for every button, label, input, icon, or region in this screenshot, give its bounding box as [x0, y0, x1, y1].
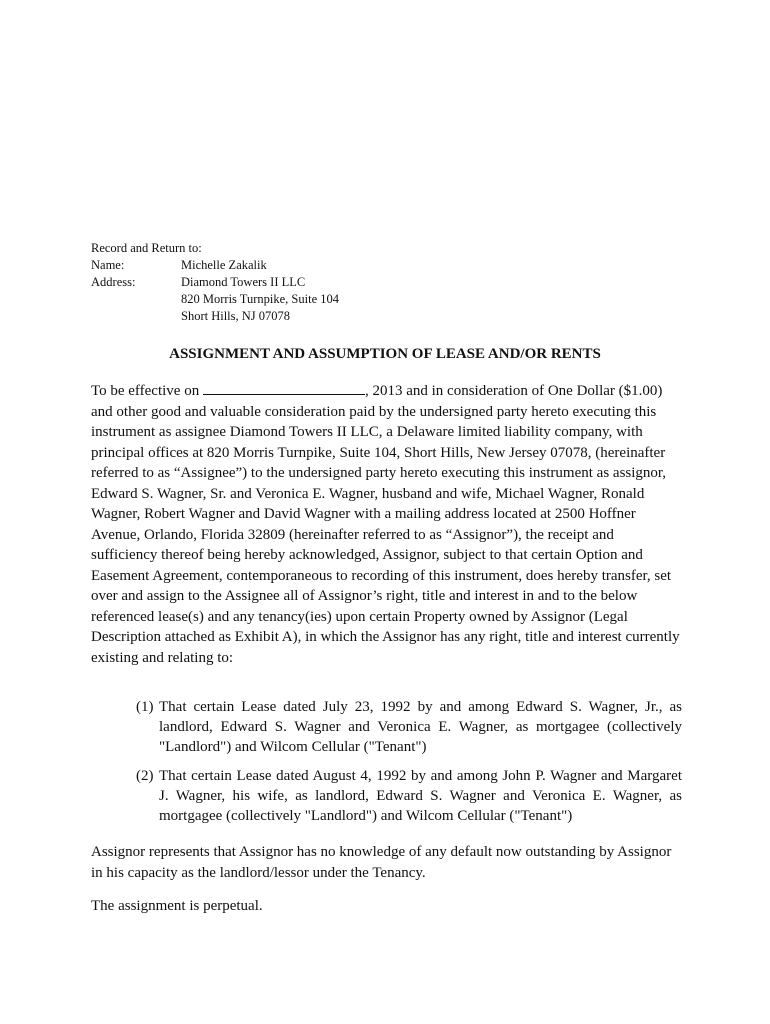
lease-item-1: [136, 697, 682, 757]
lease-item-2: [136, 766, 682, 826]
name-label: Name:: [91, 258, 125, 272]
record-return-block: [91, 240, 339, 325]
perpetual-statement: The assignment is perpetual.: [91, 898, 263, 914]
intro-paragraph: [91, 380, 683, 668]
effective-date-blank[interactable]: [203, 380, 365, 395]
lease-item-text: That certain Lease dated August 4, 1992 by and among John P. Wagner and Margaret J. Wagner, his wife, as landlord, Edward S. Wagner and Veronica E. Wagner, as mortgagee (collectively "Landlord") and Wilcom Cellular ("Tenant"): [159, 768, 682, 824]
intro-text-start: To be effective on: [91, 383, 203, 399]
record-address-row-3: [91, 308, 339, 325]
record-address-row-2: [91, 291, 339, 308]
lease-item-number: (2): [136, 768, 154, 784]
name-value: Michelle Zakalik: [181, 258, 267, 272]
address-label: Address:: [91, 275, 136, 289]
record-return-heading: Record and Return to:: [91, 241, 202, 255]
address-line-2: 820 Morris Turnpike, Suite 104: [181, 292, 340, 306]
document-title: ASSIGNMENT AND ASSUMPTION OF LEASE AND/OR RENTS: [169, 346, 601, 362]
representation-paragraph: Assignor represents that Assignor has no knowledge of any default now outstanding by Assignor in his capacity as the landlord/lessor under the Tenancy.: [91, 844, 672, 881]
lease-item-number: (1): [136, 699, 154, 715]
record-address-row: [91, 274, 339, 291]
intro-text-rest: , 2013 and in consideration of One Dollar ($1.00) and other good and valuable consideration paid by the undersigned party hereto executing this instrument as assignee Diamond Towers II LLC, a Delaware limited liability company, with principal offices at 820 Morris Turnpike, Suite 104, Short Hills, New Jersey 07078, (hereinafter referred to as “Assignee”) to the undersigned party hereto executing this instrument as assignor, Edward S. Wagner, Sr. and Veronica E. Wagner, husband and wife, Michael Wagner, Ronald Wagner, Robert Wagner and David Wagner with a mailing address located at 2500 Hoffner Avenue, Orlando, Florida 32809 (hereinafter referred to as “Assignor”), the receipt and sufficiency thereof being hereby acknowledged, Assignor, subject to that certain Option and Easement Agreement, contemporaneous to recording of this instrument, does hereby transfer, set over and assign to the Assignee all of Assignor’s right, title and interest in and to the below referenced lease(s) and any tenancy(ies) upon certain Property owned by Assignor (Legal Description attached as Exhibit A), in which the Assignor has any right, title and interest currently existing and relating to:: [91, 383, 680, 666]
address-line-3: Short Hills, NJ 07078: [181, 309, 291, 323]
lease-item-text: That certain Lease dated July 23, 1992 by and among Edward S. Wagner, Jr., as landlord, Edward S. Wagner and Veronica E. Wagner, as mortgagee (collectively "Landlord") and Wilcom Cellular ("Tenant"): [159, 699, 682, 755]
record-name-row: [91, 257, 339, 274]
address-line-1: Diamond Towers II LLC: [181, 275, 306, 289]
